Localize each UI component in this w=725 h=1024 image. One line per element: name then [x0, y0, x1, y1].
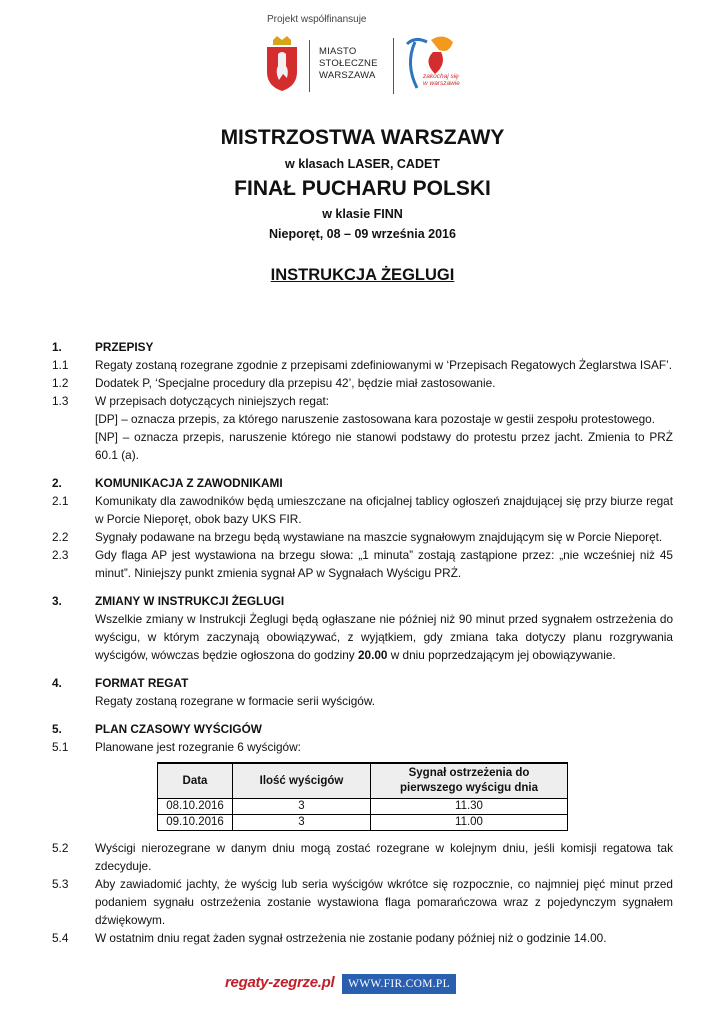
title-cup-final: FINAŁ PUCHARU POLSKI	[234, 177, 491, 200]
section-title: PLAN CZASOWY WYŚCIGÓW	[95, 722, 262, 736]
section-title: ZMIANY W INSTRUKCJI ŻEGLUGI	[95, 594, 285, 608]
table-header: Ilość wyścigów	[233, 763, 371, 799]
section-title: PRZEPISY	[95, 340, 154, 354]
clause-number: 2.3	[52, 548, 69, 562]
section-przepisy	[52, 338, 673, 464]
section-number: 5.	[52, 722, 62, 736]
clause-number: 2.2	[52, 530, 69, 544]
title-classes: w klasach LASER, CADET	[285, 157, 440, 171]
title-finn-class: w klasie FINN	[322, 207, 403, 221]
clause-number: 1.3	[52, 394, 69, 408]
fir-url-banner: WWW.FIR.COM.PL	[342, 974, 456, 994]
funding-label: Projekt współfinansuje	[267, 14, 367, 25]
svg-text:w warszawie: w warszawie	[423, 80, 460, 87]
table-cell: 11.30	[371, 799, 568, 815]
clause-text: W ostatnim dniu regat żaden sygnał ostrzeżenia nie zostanie podany później niż o godzinie 14.00.	[95, 931, 607, 945]
clause-number: 5.3	[52, 877, 69, 891]
clause-text: Wyścigi nierozegrane w danym dniu mogą zostać rozegrane w kolejnym dniu, jeśli komisji regatowa tak zdecyduje.	[95, 841, 673, 873]
section-format	[52, 674, 673, 710]
clause-text: Aby zawiadomić jachty, że wyścig lub seria wyścigów wkrótce się rozpocznie, co najmniej pięć minut przed podaniem sygnału ostrzeżenia zostanie wystawiona flaga pomarańczowa wraz z pojedynczym sygnałem dźwiękowym.	[95, 877, 673, 927]
clause-number: 1.1	[52, 358, 69, 372]
zakochaj-sie-w-warszawie-logo	[401, 34, 467, 94]
title-place-date: Nieporęt, 08 – 09 września 2016	[269, 227, 456, 241]
warsaw-coat-of-arms-icon	[265, 34, 299, 92]
table-header: Sygnał ostrzeżenia do pierwszego wyścigu dnia	[371, 763, 568, 799]
race-schedule-table	[157, 762, 568, 831]
clause-text: Gdy flaga AP jest wystawiona na brzegu słowa: „1 minuta” zostają zastąpione przez: „nie wcześniej niż 45 minut”. Niniejszy punkt zmienia sygnał AP w Sygnałach Wyścigu PRŻ.	[95, 548, 673, 580]
table-row	[158, 799, 568, 815]
section-komunikacja	[52, 474, 673, 582]
sponsor-logos	[265, 34, 465, 96]
section-number: 2.	[52, 476, 62, 490]
clause-number: 2.1	[52, 494, 69, 508]
section-plan	[52, 720, 673, 947]
clause-text: Regaty zostaną rozegrane w formacie serii wyścigów.	[95, 694, 375, 708]
clause-number: 5.4	[52, 931, 69, 945]
table-cell: 08.10.2016	[158, 799, 233, 815]
table-cell: 3	[233, 799, 371, 815]
table-cell: 09.10.2016	[158, 815, 233, 831]
clause-text: W przepisach dotyczących niniejszych regat:	[95, 394, 330, 408]
clause-text: Komunikaty dla zawodników będą umieszczane na oficjalnej tablicy ogłoszeń znajdującej się przy biurze regat w Porcie Nieporęt, obok bazy UKS FIR.	[95, 494, 673, 526]
document-subtitle: INSTRUKCJA ŻEGLUGI	[270, 266, 455, 284]
clause-text: Regaty zostaną rozegrane zgodnie z przepisami zdefiniowanymi w ‘Przepisach Regatowych Żeglarstwa ISAF’.	[95, 358, 673, 372]
clause-text: Sygnały podawane na brzegu będą wystawiane na maszcie sygnałowym znajdującym się w Porcie Nieporęt.	[95, 530, 663, 544]
regaty-zegrze-logo: regaty-zegrze.pl	[225, 974, 335, 991]
footer-logos	[225, 974, 465, 996]
clause-text: Planowane jest rozegranie 6 wyścigów:	[95, 740, 301, 754]
city-name: MIASTO STOŁECZNE WARSZAWA	[319, 46, 378, 81]
table-cell: 3	[233, 815, 371, 831]
section-number: 3.	[52, 594, 62, 608]
clause-text: [DP] – oznacza przepis, za którego naruszenie zastosowana kara pozostaje w gestii zespołu protestowego.	[95, 412, 656, 426]
document-body	[52, 338, 673, 957]
section-zmiany	[52, 592, 673, 664]
clause-number: 5.1	[52, 740, 69, 754]
title-championship: MISTRZOSTWA WARSZAWY	[220, 126, 505, 149]
section-number: 4.	[52, 676, 62, 690]
clause-number: 1.2	[52, 376, 69, 390]
section-title: KOMUNIKACJA Z ZAWODNIKAMI	[95, 476, 283, 490]
svg-text:zakochaj się: zakochaj się	[423, 73, 459, 80]
table-cell: 11.00	[371, 815, 568, 831]
section-number: 1.	[52, 340, 62, 354]
table-row	[158, 815, 568, 831]
section-title: FORMAT REGAT	[95, 676, 189, 690]
clause-number: 5.2	[52, 841, 69, 855]
table-header: Data	[158, 763, 233, 799]
clause-text: Wszelkie zmiany w Instrukcji Żeglugi będą ogłaszane nie później niż 90 minut przed sygnałem ostrzeżenia do wyścigu, w którym zaczynają obowiązywać, z wyjątkiem, gdy zmiana taka dotyczy planu rozgrywania wyścigów, wówczas będzie ogłoszona do godziny 20.00 w dniu poprzedzającym jej obowiązywanie.	[95, 612, 673, 662]
clause-text: [NP] – oznacza przepis, naruszenie którego nie stanowi podstawy do protestu przez jacht. Zmienia to PRŻ 60.1 (a).	[95, 430, 673, 462]
clause-text: Dodatek P, ‘Specjalne procedury dla przepisu 42’, będzie miał zastosowanie.	[95, 376, 496, 390]
